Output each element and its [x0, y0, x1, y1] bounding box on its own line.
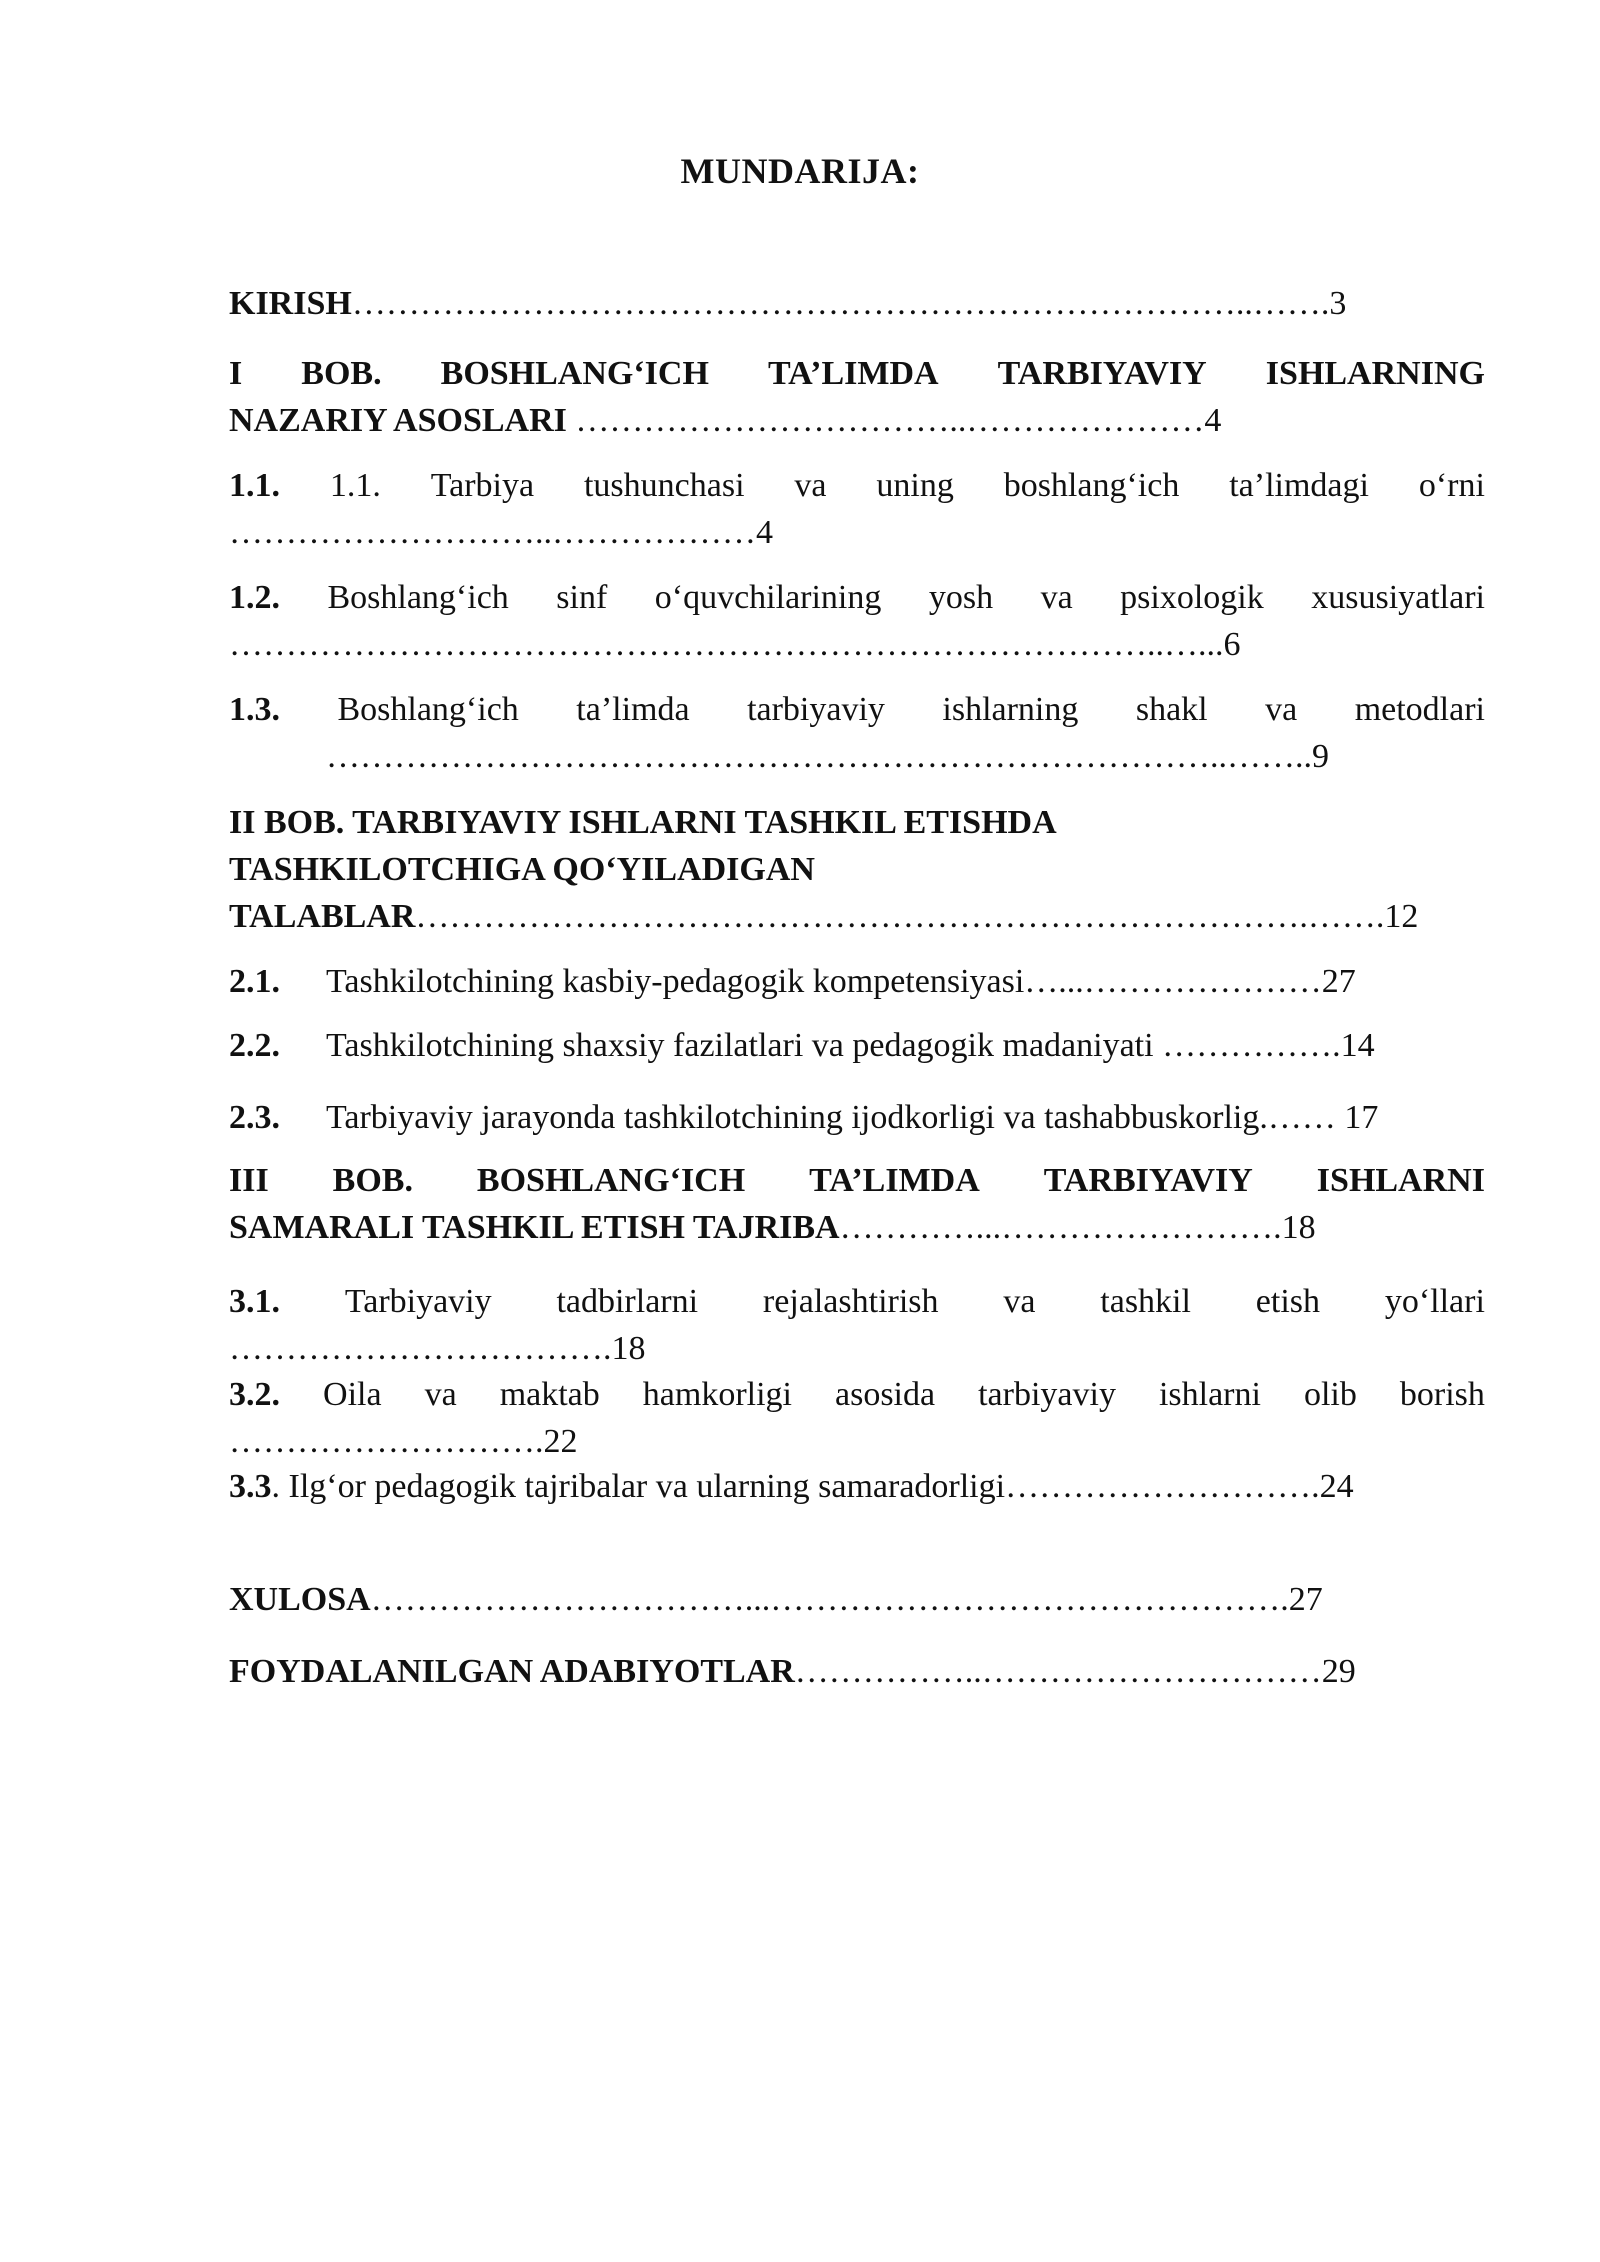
section-number: 1.1.	[229, 467, 280, 504]
toc-dots: ……………………………..…………………	[566, 402, 1205, 439]
toc-heading-line	[229, 350, 1485, 397]
toc-line	[229, 1278, 1485, 1325]
toc-entry-1-1[interactable]	[229, 462, 1485, 556]
toc-text: Tarbiyaviy jarayonda tashkilotchining ijodkorligi va tashabbuskorlig.	[326, 1099, 1268, 1136]
toc-page-number: 4	[756, 514, 773, 551]
word: maktab	[499, 1376, 600, 1413]
toc-line	[229, 509, 1485, 556]
word: asosida	[835, 1376, 936, 1413]
word: psixologik	[1120, 579, 1264, 616]
word: BOSHLANG‘ICH	[440, 355, 709, 392]
word: tadbirlarni	[556, 1283, 699, 1320]
toc-page-number: 27	[1321, 963, 1356, 1000]
toc-line	[229, 1418, 1485, 1465]
toc-entry-xulosa[interactable]	[229, 1576, 1485, 1623]
toc-heading-line: II BOB. TARBIYAVIY ISHLARNI TASHKIL ETISHDA	[229, 804, 1057, 841]
toc-heading-line	[229, 893, 1485, 940]
toc-line	[229, 574, 1485, 621]
toc-entry-2-3[interactable]	[229, 1094, 1485, 1141]
word: va	[424, 1376, 457, 1413]
toc-line	[229, 1371, 1485, 1418]
toc-heading-line: TASHKILOTCHIGA QO‘YILADIGAN	[229, 851, 815, 888]
toc-line	[229, 1325, 1485, 1372]
toc-page-number: 18	[1281, 1209, 1316, 1246]
toc-page-number: 4	[1204, 402, 1222, 439]
toc-dots: ……………………….	[1005, 1468, 1320, 1505]
word: rejalashtirish	[762, 1283, 939, 1320]
toc-line	[229, 733, 1485, 780]
word: ta’limdagi	[1229, 467, 1369, 504]
word: metodlari	[1354, 691, 1485, 728]
toc-entry-kirish[interactable]	[229, 280, 1485, 327]
toc-label: TALABLAR	[229, 898, 416, 935]
word: shakl	[1135, 691, 1208, 728]
toc-entry-bob2[interactable]	[229, 799, 1485, 940]
toc-page-number: 18	[611, 1330, 646, 1367]
word: TA’LIMDA	[767, 355, 939, 392]
word: I	[229, 355, 243, 392]
toc-page-number: 29	[1321, 1653, 1356, 1690]
word: boshlang‘ich	[1003, 467, 1180, 504]
toc-line	[229, 686, 1485, 733]
section-number: 1.2.	[229, 579, 280, 616]
toc-dots: ……	[1267, 1099, 1345, 1136]
word: tushunchasi	[583, 467, 745, 504]
toc-text: Tashkilotchining shaxsiy fazilatlari va pedagogik madaniyati	[326, 1027, 1154, 1064]
word: III	[229, 1162, 269, 1199]
word: TARBIYAVIY	[997, 355, 1207, 392]
toc-text: Tashkilotchining kasbiy-pedagogik kompetensiyasi	[326, 963, 1025, 1000]
word: ISHLARNI	[1316, 1162, 1485, 1199]
section-number: 2.1.	[229, 963, 280, 1000]
toc-label: XULOSA	[229, 1581, 371, 1618]
toc-entry-2-2[interactable]	[229, 1022, 1485, 1069]
toc-page-number: 14	[1340, 1027, 1375, 1064]
word: Tarbiyaviy	[344, 1283, 492, 1320]
toc-line	[229, 462, 1485, 509]
word: yosh	[928, 579, 994, 616]
toc-page-number: 17	[1344, 1099, 1379, 1136]
toc-label: KIRISH	[229, 285, 352, 322]
toc-page-number: 6	[1223, 626, 1241, 663]
word: olib	[1303, 1376, 1357, 1413]
toc-entry-1-3[interactable]	[229, 686, 1485, 780]
section-number: 3.1.	[229, 1283, 280, 1320]
section-number: 2.3.	[229, 1099, 280, 1136]
toc-label: FOYDALANILGAN ADABIYOTLAR	[229, 1653, 795, 1690]
toc-entry-3-2[interactable]	[229, 1371, 1485, 1465]
toc-entry-3-1[interactable]	[229, 1278, 1485, 1372]
word: o‘rni	[1418, 467, 1485, 504]
section-number: 1.3.	[229, 691, 280, 728]
word: Oila	[323, 1376, 382, 1413]
word: borish	[1399, 1376, 1485, 1413]
word: TARBIYAVIY	[1043, 1162, 1253, 1199]
toc-entry-3-3[interactable]	[229, 1463, 1485, 1510]
toc-dots: ……………………………………………………………………..……..	[326, 738, 1312, 775]
toc-page-number: 27	[1288, 1581, 1323, 1618]
word: va	[1265, 691, 1298, 728]
word: tashkil	[1100, 1283, 1191, 1320]
word: ishlarni	[1158, 1376, 1261, 1413]
word: Boshlang‘ich	[337, 691, 519, 728]
word: BOB.	[301, 355, 382, 392]
page-title: MUNDARIJA:	[680, 151, 920, 191]
word: xususiyatlari	[1311, 579, 1485, 616]
word: BOB.	[332, 1162, 413, 1199]
toc-heading-line	[229, 397, 1485, 444]
toc-entry-adabiyotlar[interactable]	[229, 1648, 1485, 1695]
toc-dots: ……………………………...……………………………………….	[370, 1581, 1289, 1618]
section-number: 3.3	[229, 1468, 272, 1505]
word: ISHLARNING	[1265, 355, 1485, 392]
word: hamkorligi	[642, 1376, 792, 1413]
word: o‘quvchilarining	[654, 579, 882, 616]
word: va	[794, 467, 827, 504]
word: yo‘llari	[1384, 1283, 1485, 1320]
word: va	[1003, 1283, 1036, 1320]
toc-dots: …………………………….	[229, 1330, 612, 1367]
toc-label: SAMARALI TASHKIL ETISH TAJRIBA	[229, 1209, 840, 1246]
toc-entry-bob3[interactable]	[229, 1157, 1485, 1251]
word: TA’LIMDA	[809, 1162, 980, 1199]
word: Tarbiya	[430, 467, 535, 504]
section-number: 3.2.	[229, 1376, 280, 1413]
toc-label: NAZARIY ASOSLARI	[229, 402, 567, 439]
toc-page-number: 24	[1319, 1468, 1354, 1505]
word: va	[1040, 579, 1073, 616]
toc-page-number: 22	[543, 1423, 578, 1460]
toc-page-number: 3	[1329, 285, 1347, 322]
toc-entry-2-1[interactable]	[229, 958, 1485, 1005]
word: tarbiyaviy	[978, 1376, 1116, 1413]
toc-dots: …...…………………	[1024, 963, 1322, 1000]
toc-line	[229, 621, 1485, 668]
toc-entry-1-2[interactable]	[229, 574, 1485, 668]
word: ishlarning	[942, 691, 1079, 728]
toc-dots: …………….	[1153, 1027, 1341, 1064]
word: BOSHLANG‘ICH	[476, 1162, 746, 1199]
toc-dots: ……………………….	[229, 1423, 544, 1460]
word: etish	[1255, 1283, 1320, 1320]
toc-dots: ……………………………………………………………………..…….	[351, 285, 1330, 322]
toc-entry-bob1[interactable]	[229, 350, 1485, 444]
toc-heading-line	[229, 1204, 1485, 1251]
word: sinf	[556, 579, 608, 616]
toc-page-number: 12	[1384, 898, 1419, 935]
toc-dots: ………………………..………………	[229, 514, 756, 551]
toc-dots: …………………………………………………………………….…….	[415, 898, 1385, 935]
toc-dots: ………………………………………………………………………..…...	[229, 626, 1224, 663]
word: ta’limda	[576, 691, 690, 728]
word: 1.1.	[329, 467, 381, 504]
word: tarbiyaviy	[747, 691, 885, 728]
toc-dots: ……………..…………………………	[794, 1653, 1322, 1690]
word: uning	[876, 467, 954, 504]
word: Boshlang‘ich	[327, 579, 509, 616]
toc-heading-line	[229, 1157, 1485, 1204]
section-number: 2.2.	[229, 1027, 280, 1064]
toc-page-number: 9	[1312, 738, 1329, 775]
toc-text: . Ilg‘or pedagogik tajribalar va ularning samaradorligi	[271, 1468, 1006, 1505]
toc-dots: …………...…………………….	[839, 1209, 1282, 1246]
